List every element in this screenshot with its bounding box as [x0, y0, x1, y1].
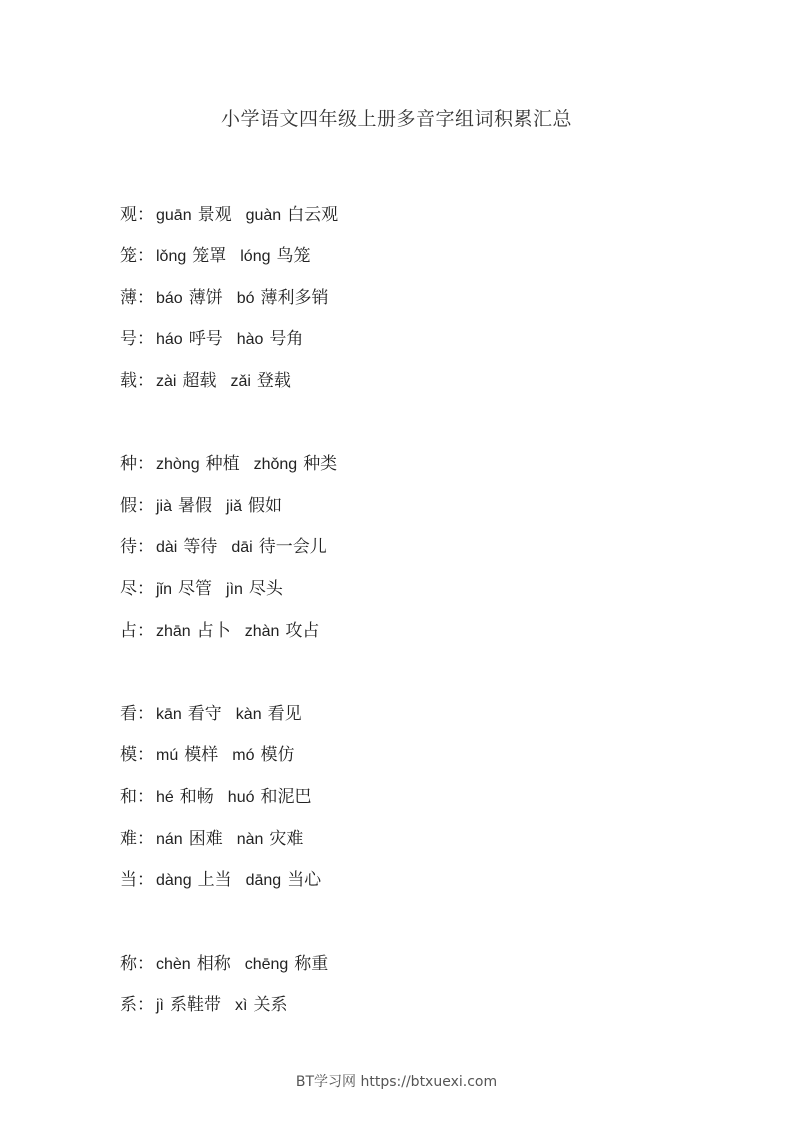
entry-word-2: 白云观	[287, 205, 339, 225]
entry-row	[120, 243, 311, 269]
entry-pinyin-2: guàn	[245, 207, 282, 224]
entry-pinyin-2: xì	[235, 997, 248, 1014]
entry-pinyin-2: chēng	[244, 956, 289, 973]
entry-pinyin-1: hé	[156, 789, 174, 806]
entry-pinyin-1: dài	[156, 539, 178, 556]
entry-colon: ：	[137, 829, 154, 849]
entry-word-1: 困难	[188, 829, 223, 849]
entry-char: 待	[120, 537, 137, 557]
entry-char: 称	[120, 954, 137, 974]
entry-char: 和	[120, 787, 137, 807]
entry-word-2: 关系	[253, 995, 288, 1015]
page-title: 小学语文四年级上册多音字组词积累汇总	[220, 108, 572, 130]
entry-word-1: 种植	[205, 454, 240, 474]
entry-word-2: 号角	[269, 329, 304, 349]
entry-row	[120, 576, 283, 602]
entry-pinyin-2: jiǎ	[226, 498, 243, 515]
entry-pinyin-1: zài	[156, 373, 177, 390]
entry-row	[120, 951, 328, 977]
entry-word-2: 攻占	[285, 621, 320, 641]
entry-pinyin-1: zhān	[156, 623, 191, 640]
entry-pinyin-2: jìn	[226, 581, 243, 598]
entry-colon: ：	[137, 329, 154, 349]
entry-char: 尽	[120, 579, 137, 599]
entry-colon: ：	[137, 954, 154, 974]
entry-row	[120, 368, 291, 394]
entry-colon: ：	[137, 870, 154, 890]
entry-char: 假	[120, 496, 137, 516]
entry-row	[120, 493, 282, 519]
entry-char: 当	[120, 870, 137, 890]
entry-word-1: 上当	[197, 870, 232, 890]
footer-text: BT学习网 https://btxuexi.com	[295, 1074, 498, 1090]
entry-word-2: 称重	[294, 954, 329, 974]
entry-char: 难	[120, 829, 137, 849]
entry-colon: ：	[137, 995, 154, 1015]
entry-word-1: 和畅	[179, 787, 214, 807]
entry-word-1: 看守	[187, 704, 222, 724]
entry-pinyin-1: kān	[156, 706, 182, 723]
entry-row	[120, 992, 287, 1018]
entry-row	[120, 826, 303, 852]
entry-word-2: 鸟笼	[276, 246, 311, 266]
entry-word-2: 登载	[256, 371, 291, 391]
entry-row	[120, 326, 303, 352]
entry-colon: ：	[137, 246, 154, 266]
entry-pinyin-1: dàng	[156, 872, 192, 889]
entry-char: 薄	[120, 288, 137, 308]
entry-pinyin-1: jǐn	[156, 581, 173, 598]
entry-pinyin-1: báo	[156, 290, 183, 307]
entry-pinyin-2: mó	[232, 747, 255, 764]
entry-colon: ：	[137, 496, 154, 516]
entry-colon: ：	[137, 371, 154, 391]
entry-word-1: 模样	[184, 745, 219, 765]
entry-word-1: 呼号	[188, 329, 223, 349]
entry-colon: ：	[137, 704, 154, 724]
entry-char: 观	[120, 205, 137, 225]
entry-word-1: 超载	[182, 371, 217, 391]
entry-row	[120, 701, 302, 727]
entry-pinyin-1: zhòng	[156, 456, 200, 473]
entry-row	[120, 784, 312, 810]
entry-word-1: 薄饼	[188, 288, 223, 308]
entry-pinyin-2: bó	[236, 290, 255, 307]
entry-row	[120, 534, 327, 560]
entry-word-1: 系鞋带	[170, 995, 221, 1015]
entry-pinyin-1: chèn	[156, 956, 191, 973]
entry-char: 模	[120, 745, 137, 765]
entry-word-1: 尽管	[178, 579, 213, 599]
entry-pinyin-2: dāi	[231, 539, 253, 556]
entry-word-1: 占卜	[196, 621, 231, 641]
entry-colon: ：	[137, 537, 154, 557]
entry-pinyin-2: zhàn	[244, 623, 280, 640]
entry-row	[120, 618, 319, 644]
entry-colon: ：	[137, 454, 154, 474]
entry-word-2: 假如	[248, 496, 283, 516]
entry-word-1: 暑假	[178, 496, 213, 516]
entry-colon: ：	[137, 787, 154, 807]
entry-pinyin-2: hào	[236, 331, 264, 348]
entry-word-2: 待一会儿	[258, 537, 327, 557]
entry-pinyin-1: mú	[156, 747, 179, 764]
entry-pinyin-2: dāng	[245, 872, 282, 889]
entry-pinyin-1: jì	[156, 997, 164, 1014]
entry-word-1: 笼罩	[192, 246, 227, 266]
entry-char: 系	[120, 995, 137, 1015]
entry-pinyin-1: nán	[156, 831, 183, 848]
entry-colon: ：	[137, 745, 154, 765]
entry-row	[120, 285, 329, 311]
entry-char: 看	[120, 704, 137, 724]
entry-word-2: 种类	[303, 454, 338, 474]
entry-colon: ：	[137, 288, 154, 308]
entry-row	[120, 202, 338, 228]
entry-pinyin-2: zǎi	[230, 373, 251, 390]
entry-word-2: 模仿	[260, 745, 295, 765]
entry-pinyin-1: jià	[156, 498, 173, 515]
entry-word-2: 和泥巴	[260, 787, 312, 807]
entry-colon: ：	[137, 621, 154, 641]
entry-word-1: 相称	[196, 954, 231, 974]
entry-char: 种	[120, 454, 137, 474]
entry-pinyin-1: háo	[156, 331, 183, 348]
entry-colon: ：	[137, 205, 154, 225]
entry-colon: ：	[137, 579, 154, 599]
entry-pinyin-2: huó	[227, 789, 255, 806]
entry-pinyin-1: lǒng	[156, 248, 187, 265]
entry-row	[120, 867, 321, 893]
entry-pinyin-2: kàn	[235, 706, 262, 723]
entry-word-2: 当心	[287, 870, 322, 890]
entry-word-2: 灾难	[269, 829, 304, 849]
entry-pinyin-1: guān	[156, 207, 192, 224]
entry-word-1: 等待	[183, 537, 218, 557]
entry-char: 笼	[120, 246, 137, 266]
entry-char: 号	[120, 329, 137, 349]
entry-row	[120, 742, 294, 768]
entry-row	[120, 451, 337, 477]
entry-pinyin-2: nàn	[236, 831, 264, 848]
entry-pinyin-2: lóng	[240, 248, 271, 265]
entry-word-1: 景观	[197, 205, 232, 225]
entry-word-2: 薄利多销	[260, 288, 329, 308]
entry-char: 占	[120, 621, 137, 641]
entry-char: 载	[120, 371, 137, 391]
entry-word-2: 看见	[267, 704, 302, 724]
entry-word-2: 尽头	[248, 579, 283, 599]
entry-pinyin-2: zhǒng	[253, 456, 298, 473]
